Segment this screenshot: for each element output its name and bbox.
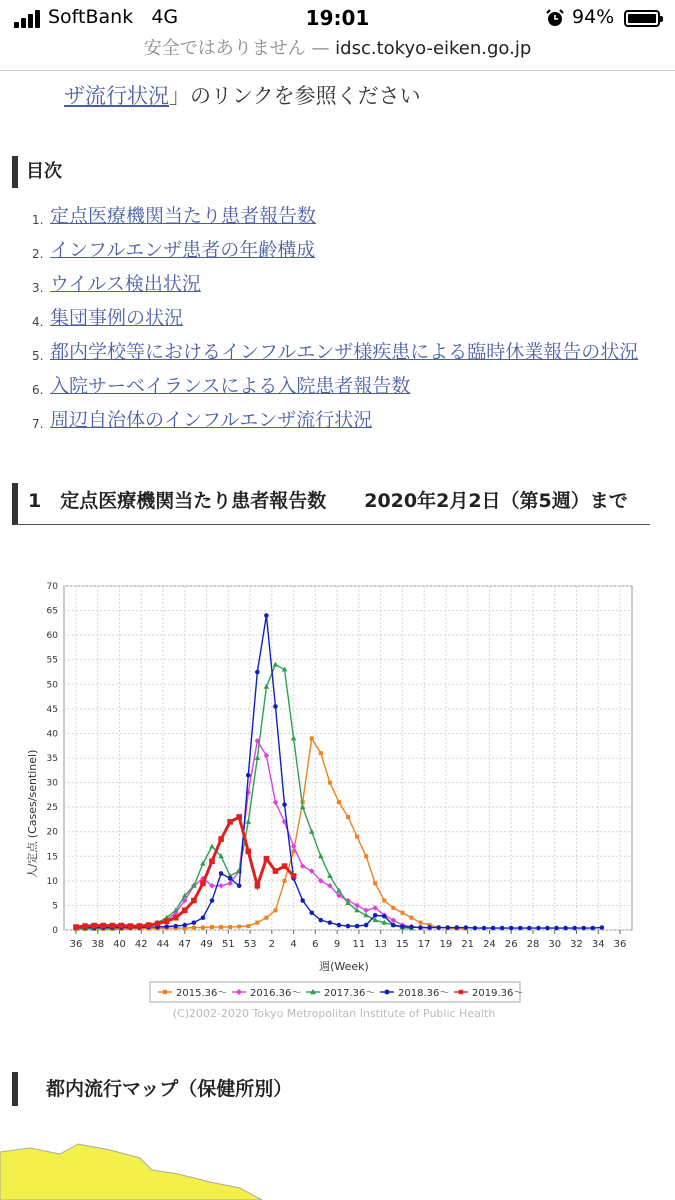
data-point [210, 898, 215, 903]
data-point [409, 925, 414, 930]
data-point [146, 922, 152, 928]
y-tick-label: 40 [46, 729, 58, 740]
y-tick-label: 20 [46, 827, 58, 838]
x-tick-label: 4 [290, 939, 297, 950]
x-tick-label: 44 [156, 939, 170, 950]
data-point [337, 800, 341, 804]
data-point [600, 925, 605, 930]
data-point [455, 925, 460, 930]
data-point [173, 924, 178, 929]
x-tick-label: 36 [613, 939, 627, 950]
x-tick-label: 24 [483, 939, 496, 950]
data-point [119, 923, 125, 929]
data-point [191, 898, 197, 904]
y-tick-label: 10 [46, 876, 58, 887]
data-point [554, 926, 559, 931]
data-point [473, 926, 478, 931]
data-point [264, 856, 270, 862]
data-point [427, 925, 432, 930]
data-point [273, 868, 279, 874]
data-point [218, 836, 224, 842]
y-tick-label: 15 [46, 852, 58, 863]
data-point [82, 923, 88, 929]
data-point [373, 913, 378, 918]
intro-tail: 」のリンクを参照ください [169, 84, 421, 108]
data-point [164, 924, 169, 929]
x-tick-label: 51 [221, 939, 235, 950]
data-point [491, 926, 496, 931]
x-tick-label: 38 [91, 939, 105, 950]
data-point [346, 924, 351, 929]
data-point [536, 926, 541, 931]
clock: 19:01 [305, 6, 370, 30]
data-point [163, 990, 167, 994]
data-point [109, 923, 115, 929]
data-point [236, 814, 242, 820]
x-tick-label: 21 [461, 939, 475, 950]
toc-link-1[interactable]: 定点医療機関当たり患者報告数 [50, 205, 317, 227]
alarm-clock-icon [545, 8, 565, 28]
data-point [128, 923, 134, 929]
data-point [509, 926, 514, 931]
x-tick-label: 6 [312, 939, 319, 950]
toc-item: 6. 入院サーベイランスによる入院患者報告数 [32, 371, 657, 405]
x-tick-label: 13 [374, 939, 388, 950]
data-point [255, 883, 261, 889]
data-point [201, 915, 206, 920]
data-point [192, 926, 196, 930]
data-point [219, 871, 224, 876]
data-point [309, 911, 314, 916]
data-point [100, 923, 106, 929]
toc-link-3[interactable]: ウイルス検出状況 [50, 273, 201, 295]
data-point [192, 920, 197, 925]
security-warning: 安全ではありません [143, 38, 306, 59]
data-point [364, 854, 368, 858]
data-point [264, 916, 268, 920]
y-tick-label: 60 [46, 631, 58, 642]
data-point [459, 990, 463, 994]
map-heading: 都内流行マップ（保健所別） [12, 1072, 292, 1106]
data-point [319, 918, 324, 923]
data-point [419, 921, 423, 925]
toc-link-2[interactable]: インフルエンザ患者の年齢構成 [50, 239, 316, 261]
data-point [273, 908, 277, 912]
data-point [237, 883, 242, 888]
x-tick-label: 15 [396, 939, 409, 950]
data-point [91, 923, 97, 929]
data-point [227, 819, 233, 825]
data-point [283, 879, 287, 883]
data-point [385, 990, 390, 995]
toc-item: 1. 定点医療機関当たり患者報告数 [32, 201, 657, 235]
data-point [581, 926, 586, 931]
legend-label: 2015.36〜 [176, 988, 228, 999]
x-tick-label: 34 [591, 939, 605, 950]
toc-link-6[interactable]: 入院サーベイランスによる入院患者報告数 [50, 375, 411, 397]
data-point [255, 921, 259, 925]
data-point [310, 736, 314, 740]
data-point [73, 924, 79, 930]
data-point [418, 925, 423, 930]
toc-item: 3. ウイルス検出状況 [32, 269, 657, 303]
toc-link-7[interactable]: 周辺自治体のインフルエンザ流行状況 [50, 409, 373, 431]
data-point [137, 923, 143, 929]
data-point [245, 849, 251, 855]
x-tick-label: 47 [178, 939, 192, 950]
data-point [264, 613, 269, 618]
data-point [282, 863, 288, 869]
data-point [228, 876, 233, 881]
y-tick-label: 30 [46, 778, 58, 789]
address-bar[interactable] [0, 34, 675, 68]
data-point [572, 926, 577, 931]
data-point [391, 923, 396, 928]
influenza-status-link[interactable]: ザ流行状況 [64, 84, 169, 108]
y-tick-label: 70 [46, 582, 58, 592]
toc-link-4[interactable]: 集団事例の状況 [50, 307, 184, 329]
data-point [155, 921, 161, 927]
y-axis-label: 人/定点 (Cases/sentinel) [26, 749, 39, 879]
data-point [563, 926, 568, 931]
x-tick-label: 19 [439, 939, 453, 950]
data-point [400, 911, 404, 915]
data-point [355, 835, 359, 839]
toc-list [32, 201, 657, 439]
y-tick-label: 65 [46, 606, 58, 617]
data-point [527, 926, 532, 931]
status-bar [0, 0, 675, 36]
y-tick-label: 5 [52, 901, 58, 912]
data-point [409, 916, 413, 920]
data-point [464, 925, 469, 930]
url-host: idsc.tokyo-eiken.go.jp [335, 38, 532, 59]
copyright-text: (C)2002-2020 Tokyo Metropolitan Institute of Public Health [172, 1007, 496, 1020]
legend-label: 2019.36〜 [472, 988, 524, 999]
data-point [319, 751, 323, 755]
data-point [518, 926, 523, 931]
x-tick-label: 53 [243, 939, 257, 950]
data-point [591, 926, 596, 931]
data-point [219, 925, 223, 929]
data-point [328, 920, 333, 925]
data-point [382, 914, 387, 919]
data-point [382, 899, 386, 903]
section-heading: 1 定点医療機関当たり患者報告数 2020年2月2日（第5週）まで [12, 483, 650, 525]
legend-label: 2017.36〜 [324, 988, 376, 999]
toc-heading: 目次 [12, 156, 62, 188]
data-point [228, 925, 232, 929]
toc-item: 4. 集団事例の状況 [32, 303, 657, 337]
intro-text [64, 80, 421, 110]
data-point [346, 815, 350, 819]
influenza-line-chart [20, 572, 650, 1042]
x-tick-label: 30 [548, 939, 562, 950]
data-point [391, 906, 395, 910]
data-point [364, 923, 369, 928]
data-point [482, 926, 487, 931]
x-tick-label: 36 [69, 939, 83, 950]
y-tick-label: 50 [46, 680, 58, 691]
y-tick-label: 55 [46, 655, 58, 666]
x-tick-label: 28 [526, 939, 540, 950]
battery-icon [624, 10, 660, 27]
data-point [273, 704, 278, 709]
data-point [237, 925, 241, 929]
data-point [400, 924, 405, 929]
carrier-label: SoftBank 4G [48, 6, 179, 28]
y-tick-label: 35 [46, 754, 58, 764]
x-tick-label: 17 [417, 939, 431, 950]
x-tick-label: 2 [268, 939, 276, 950]
toolbar-divider [0, 70, 675, 71]
data-point [246, 773, 251, 778]
data-point [545, 926, 550, 931]
x-tick-label: 32 [570, 939, 583, 950]
data-point [173, 915, 179, 921]
data-point [246, 924, 250, 928]
battery-percent: 94% [572, 6, 615, 28]
data-point [209, 858, 215, 864]
toc-item: 5. 都内学校等におけるインフルエンザ様疾患による臨時休業報告の状況 [32, 337, 657, 371]
y-tick-label: 0 [52, 926, 58, 936]
toc-item: 7. 周辺自治体のインフルエンザ流行状況 [32, 405, 657, 439]
x-tick-label: 11 [352, 939, 366, 950]
x-tick-label: 40 [113, 939, 126, 950]
x-axis-label: 週(Week) [319, 960, 369, 973]
x-tick-label: 49 [200, 939, 213, 950]
url-separator: — [311, 38, 330, 59]
legend-label: 2016.36〜 [250, 988, 302, 999]
data-point [255, 670, 260, 675]
x-tick-label: 42 [134, 939, 148, 950]
data-point [500, 926, 505, 931]
data-point [182, 908, 188, 914]
data-point [164, 918, 170, 924]
toc-link-5[interactable]: 都内学校等におけるインフルエンザ様疾患による臨時休業報告の状況 [50, 341, 639, 363]
data-point [200, 881, 206, 887]
data-point [300, 898, 305, 903]
data-point [373, 881, 377, 885]
data-point [436, 925, 441, 930]
data-point [282, 802, 287, 807]
y-tick-label: 45 [46, 704, 58, 715]
toc-item: 2. インフルエンザ患者の年齢構成 [32, 235, 657, 269]
data-point [355, 924, 360, 929]
data-point [445, 925, 450, 930]
x-tick-label: 26 [504, 939, 518, 950]
data-point [183, 923, 188, 928]
tokyo-map-fragment [0, 1130, 675, 1200]
y-tick-label: 25 [46, 803, 58, 814]
data-point [328, 781, 332, 785]
data-point [337, 923, 342, 928]
x-tick-label: 9 [333, 939, 341, 950]
data-point [291, 873, 297, 879]
data-point [201, 926, 205, 930]
data-point [210, 925, 214, 929]
legend-label: 2018.36〜 [398, 988, 450, 999]
network-type: 4G [151, 6, 179, 28]
